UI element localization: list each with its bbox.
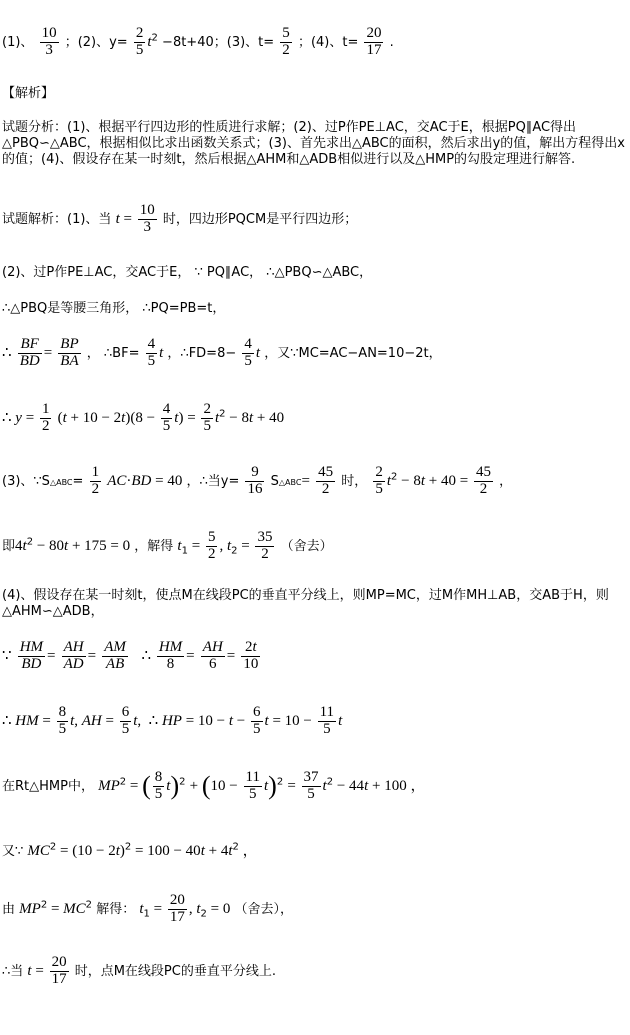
solution-part-4d: 在Rt△HMP中， $MP^2$ = ( $\frac{8}{5}$ t)$^2$ + (10 − $\frac{11}{5}$ t)$^2$ = $\frac{37}{5}$ $t^2 - 44t + 100$ ， bbox=[2, 769, 426, 802]
solution-part-2b: ∴△PBQ是等腰三角形， ∴PQ=PB=t， bbox=[2, 301, 226, 316]
solution-part-4f: 由 $MP^2 = MC^2$ 解得： $t_1$ = $\frac{20}{17}$ , $t_2 = 0$ （舍去）， bbox=[2, 892, 294, 925]
answer-line: (1)、 $\frac{10}{3}$ ；(2)、y= $\frac{2}{5}$ $t^2 -8t+40$；(3)、t= $\frac{5}{2}$ ；(4)、t= $\frac{20}{17}$ . bbox=[2, 25, 394, 58]
section-title: 【解析】 bbox=[2, 86, 55, 101]
solution-part-3b: 即$4t^2 - 80t + 175 = 0$ ，解得 $t_1$ = $\frac{5}{2}$ , $t_2$ = $\frac{35}{2}$ （舍去） bbox=[2, 529, 333, 562]
analysis-paragraph: 试题分析：(1)、根据平行四边形的性质进行求解；(2)、过P作PE⊥AC，交AC于E，根据PQ∥AC得出△PBQ∽△ABC，根据相似比求出函数关系式；(3)、首先求出△ABC的面积，然后求出y的值，解出方程得出x的值；(4)、假设存在某一时刻t，然后根据△AHM和△ADB相似进行以及△HMP的勾股定理进行解答. bbox=[2, 120, 625, 167]
solution-part-1: 试题解析：(1)、当 t = $\frac{10}{3}$ 时，四边形PQCM是平行四边形； bbox=[2, 202, 358, 235]
solution-part-4c: ∴ HM = $\frac{8}{5}$ t, AH = $\frac{6}{5}$ t, ∴ HP = 10 − t − $\frac{6}{5}$ t = 10 − $\frac{11}{5}$ t bbox=[2, 704, 343, 737]
solution-part-2d: ∴ y = $\frac{1}{2}$ (t + 10 − 2t)(8 − $\frac{4}{5}$ t) = $\frac{2}{5}$ $t^2 - 8t + 40$ bbox=[2, 401, 285, 434]
solution-part-4b: ∵ $\frac{HM}{BD}$ = $\frac{AH}{AD}$ = $\frac{AM}{AB}$ ∴ $\frac{HM}{8}$ = $\frac{AH}{6}$ = $\frac{2t}{10}$ bbox=[2, 639, 259, 672]
solution-conclusion: ∴当 t = $\frac{20}{17}$ 时，点M在线段PC的垂直平分线上. bbox=[2, 954, 276, 987]
solution-part-4e: 又∵ $MC^2 = (10 - 2t)^2 = 100 - 40t + 4t^2$ ， bbox=[2, 841, 258, 859]
solution-part-2a: (2)、过P作PE⊥AC，交AC于E， ∵ PQ∥AC， ∴△PBQ∽△ABC， bbox=[2, 265, 373, 280]
solution-part-2c: ∴ $\frac{BF}{BD}$ = $\frac{BP}{BA}$ ， ∴BF= $\frac{4}{5}$ t ，∴FD=8− $\frac{4}{5}$ t ，又∵MC=AC−AN=10−2t， bbox=[2, 336, 442, 369]
solution-part-3a: (3)、∵S△ABC= $\frac{1}{2}$ AC·BD = 40 ，∴当y= $\frac{9}{16}$ S△ABC= $\frac{45}{2}$ 时， $\frac{2}{5}$ $t^2 - 8t + 40$ = $\frac{45}{2}$ ， bbox=[2, 464, 513, 497]
solution-part-4a: (4)、假设存在某一时刻t，使点M在线段PC的垂直平分线上，则MP=MC，过M作MH⊥AB，交AB于H，则△AHM∽△ADB， bbox=[2, 588, 609, 619]
